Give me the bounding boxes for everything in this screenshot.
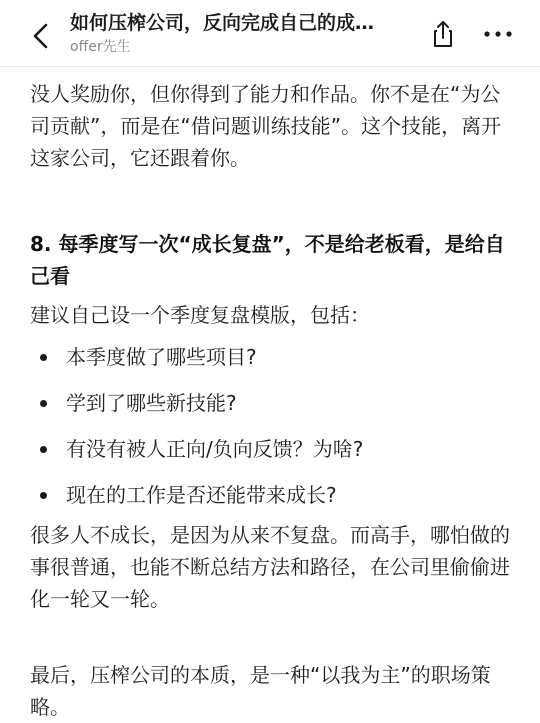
bullet-dot <box>40 492 47 499</box>
chevron-left-icon <box>22 16 62 56</box>
top-navigation-bar <box>0 0 540 67</box>
list-item <box>30 433 520 465</box>
spacer <box>30 174 520 228</box>
share-button[interactable] <box>425 16 461 52</box>
paragraph-conclusion: 最后，压榨公司的本质，是一种“以我为主”的职场策略。 <box>30 663 491 719</box>
article-body <box>30 78 520 723</box>
section-heading-8: 8. 每季度写一次“成长复盘”，不是给老板看，是给自己看 <box>30 232 505 288</box>
back-button[interactable] <box>22 16 62 56</box>
list-item <box>30 479 520 511</box>
list-item-text: 有没有被人正向/负向反馈？为啥? <box>66 437 364 461</box>
list-item-text: 现在的工作是否还能带来成长? <box>66 483 337 507</box>
bullet-dot <box>40 400 47 407</box>
list-item-text: 学到了哪些新技能? <box>66 391 237 415</box>
list-item <box>30 341 520 373</box>
more-options-button[interactable] <box>482 22 514 46</box>
bullet-dot <box>40 446 47 453</box>
paragraph-review: 很多人不成长，是因为从来不复盘。而高手，哪怕做的事很普通，也能不断总结方法和路径，在公司里偷偷进化一轮又一轮。 <box>30 523 510 611</box>
bullet-dot <box>40 354 47 361</box>
header-title-block <box>70 10 415 56</box>
author-name[interactable]: offer先生 <box>70 39 131 55</box>
bullet-list <box>30 341 520 511</box>
article-title: 如何压榨公司，反向完成自己的成… <box>70 12 375 34</box>
list-item-text: 本季度做了哪些项目? <box>66 345 257 369</box>
more-horizontal-icon <box>482 22 514 46</box>
share-icon <box>425 16 461 52</box>
list-item <box>30 387 520 419</box>
spacer <box>30 615 520 659</box>
paragraph-intro: 建议自己设一个季度复盘模版，包括： <box>30 303 370 327</box>
paragraph-ability: 没人奖励你，但你得到了能力和作品。你不是在“为公司贡献”，而是在“借问题训练技能”。这个技能，离开这家公司，它还跟着你。 <box>30 82 502 170</box>
